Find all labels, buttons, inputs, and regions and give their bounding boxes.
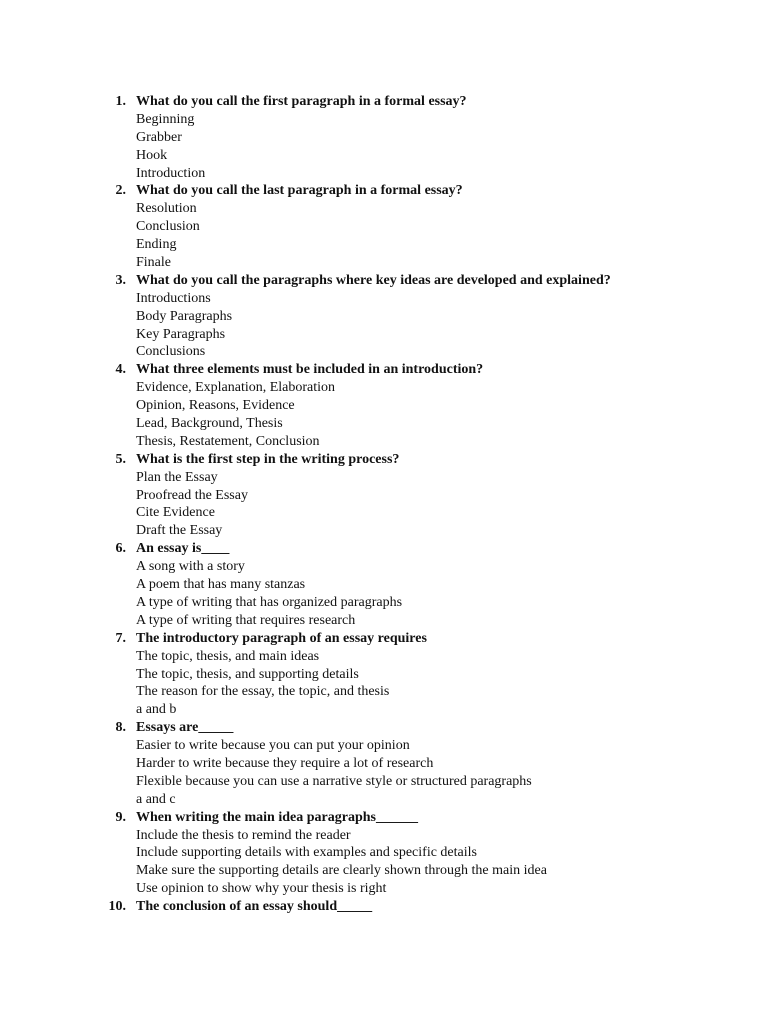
answer-option: Ending <box>136 237 177 253</box>
answer-option: The topic, thesis, and supporting details <box>136 666 359 682</box>
question-number: 10. <box>108 899 126 915</box>
question-line <box>0 540 768 558</box>
question-text: What do you call the first paragraph in a formal essay? <box>136 94 467 109</box>
answer-option: Resolution <box>136 201 197 217</box>
answer-option: Draft the Essay <box>136 523 223 539</box>
answer-option: Conclusion <box>136 219 200 235</box>
answer-option: A type of writing that requires research <box>136 612 356 628</box>
question-text: The introductory paragraph of an essay requires <box>136 630 427 646</box>
answer-option: A poem that has many stanzas <box>136 577 306 593</box>
question-number: 9. <box>115 809 126 825</box>
question-item <box>0 361 768 450</box>
answer-option: Hook <box>136 147 168 163</box>
answer-option: Proofread the Essay <box>136 487 248 503</box>
question-number: 3. <box>115 272 126 288</box>
answer-options <box>0 290 768 362</box>
question-line <box>0 182 768 200</box>
question-number: 8. <box>115 720 126 736</box>
question-text: What do you call the paragraphs where key ideas are developed and explained? <box>136 272 611 288</box>
question-item <box>0 630 768 719</box>
answer-option: Finale <box>136 255 171 271</box>
question-text: What is the first step in the writing process? <box>136 451 400 467</box>
answer-option: Evidence, Explanation, Elaboration <box>136 380 336 396</box>
question-number: 4. <box>115 362 126 378</box>
question-line <box>0 719 768 737</box>
question-number: 7. <box>115 630 126 646</box>
answer-option: Plan the Essay <box>136 469 218 485</box>
question-text: The conclusion of an essay should_____ <box>136 899 373 915</box>
question-line <box>0 630 768 648</box>
answer-option: Lead, Background, Thesis <box>136 416 283 432</box>
question-text: What three elements must be included in an introduction? <box>136 362 484 378</box>
answer-options <box>0 379 768 451</box>
answer-options <box>0 737 768 809</box>
question-line <box>0 272 768 290</box>
answer-option: Beginning <box>136 111 195 127</box>
question-text: An essay is____ <box>136 541 230 557</box>
answer-option: Cite Evidence <box>136 505 215 521</box>
answer-option: Easier to write because you can put your opinion <box>136 738 410 754</box>
answer-option: Harder to write because they require a lot of research <box>136 755 434 771</box>
answer-option: Flexible because you can use a narrative style or structured paragraphs <box>136 773 532 789</box>
question-text: What do you call the last paragraph in a formal essay? <box>136 183 463 199</box>
answer-option: Key Paragraphs <box>136 326 226 342</box>
answer-options <box>0 648 768 720</box>
quiz-document <box>0 93 768 916</box>
answer-option: Make sure the supporting details are clearly shown through the main idea <box>136 863 547 879</box>
question-item <box>0 898 768 916</box>
answer-option: A song with a story <box>136 559 245 575</box>
question-number: 5. <box>115 451 126 467</box>
question-item <box>0 182 768 271</box>
answer-option: Introduction <box>136 165 206 181</box>
question-line <box>0 361 768 379</box>
answer-option: Include supporting details with examples and specific details <box>136 845 477 861</box>
question-line <box>0 898 768 916</box>
question-text: Essays are_____ <box>136 720 234 736</box>
answer-option: a and c <box>136 791 176 807</box>
answer-option: Conclusions <box>136 344 206 360</box>
question-list <box>0 93 768 916</box>
question-item <box>0 272 768 361</box>
answer-option: The reason for the essay, the topic, and thesis <box>136 684 390 700</box>
question-number: 2. <box>115 183 126 199</box>
answer-options <box>0 827 768 899</box>
question-line <box>0 451 768 469</box>
answer-option: Introductions <box>136 290 211 306</box>
answer-option: Opinion, Reasons, Evidence <box>136 398 295 414</box>
question-item <box>0 93 768 182</box>
answer-option: Grabber <box>136 129 182 145</box>
answer-options <box>0 200 768 272</box>
answer-option: a and b <box>136 702 177 718</box>
question-line <box>0 93 768 111</box>
question-number: 6. <box>115 541 126 557</box>
answer-option: The topic, thesis, and main ideas <box>136 648 320 664</box>
answer-option: A type of writing that has organized paragraphs <box>136 594 403 610</box>
question-number: 1. <box>115 94 126 109</box>
answer-option: Include the thesis to remind the reader <box>136 827 351 843</box>
answer-option: Thesis, Restatement, Conclusion <box>136 433 320 449</box>
question-line <box>0 809 768 827</box>
answer-option: Use opinion to show why your thesis is right <box>136 881 387 897</box>
answer-options <box>0 469 768 541</box>
question-item <box>0 719 768 808</box>
answer-options <box>0 558 768 630</box>
question-item <box>0 540 768 629</box>
answer-option: Body Paragraphs <box>136 308 233 324</box>
question-item <box>0 809 768 898</box>
question-item <box>0 451 768 540</box>
question-text: When writing the main idea paragraphs______ <box>136 809 418 825</box>
answer-options <box>0 111 768 183</box>
